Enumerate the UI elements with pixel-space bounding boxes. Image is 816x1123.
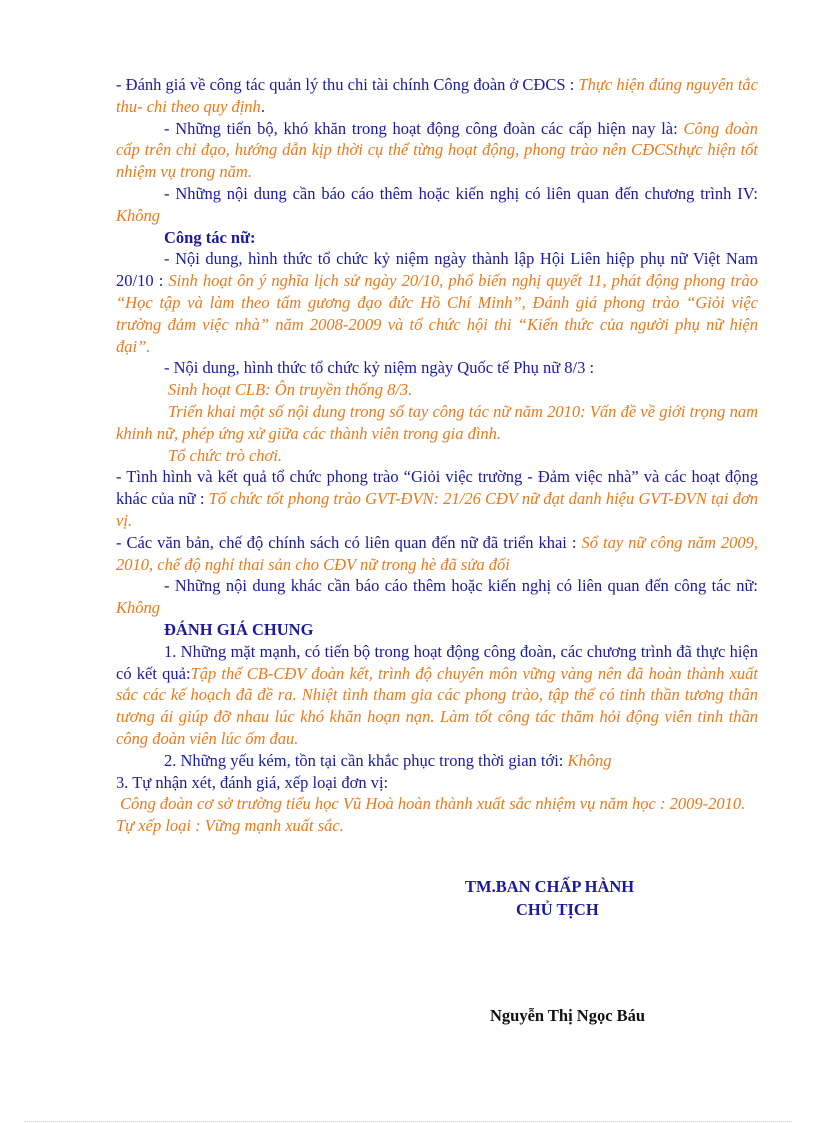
women-q2-paragraph <box>116 357 758 379</box>
women-heading: Công tác nữ: <box>164 227 256 247</box>
report4-value: Không <box>116 205 161 225</box>
women-q2-item: Tổ chức trò chơi. <box>168 445 283 465</box>
signature-title: TM.BAN CHẤP HÀNH <box>465 877 635 896</box>
signature-role: CHỦ TỊCH <box>516 900 599 919</box>
general-s2-lead: 2. Những yếu kém, tồn tại cần khắc phục trong thời gian tới: <box>164 750 564 770</box>
finance-lead: - Đánh giá về công tác quản lý thu chi tài chính Công đoàn ở CĐCS : <box>116 75 575 94</box>
general-s1-value: Tập thể CB-CĐV đoàn kết, trình độ chuyên môn vững vàng nên đã hoàn thành xuất sắc các kế hoạch đã đề ra. Nhiệt tình tham gia các phong trào, tập thể có tinh thần tương thân tương ái giúp đỡ nhau lúc khó khăn hoạn nạn. Làm tốt công tác thăm hỏi động viên tinh thần công đoàn viên lúc ốm đau. <box>116 663 758 748</box>
women-q5-value: Không <box>116 598 161 618</box>
women-q4-value: Sổ tay nữ công năm 2009, 2010, chế độ nghỉ thai sản cho CĐV nữ trong hè đã sửa đổi <box>116 532 758 574</box>
women-q3-paragraph <box>116 466 758 531</box>
general-s1-lead: 1. Những mặt mạnh, có tiến bộ trong hoạt động công đoàn, các chương trình đã thực hiện có kết quả: <box>116 641 758 683</box>
progress-paragraph <box>116 118 758 183</box>
general-s1-paragraph <box>116 641 758 750</box>
general-s2-value: Không <box>567 750 612 770</box>
progress-lead: - Những tiến bộ, khó khăn trong hoạt động công đoàn các cấp hiện nay là: <box>164 118 678 138</box>
general-s3-value1: Công đoàn cơ sở trường tiểu học Vũ Hoà hoàn thành xuất sắc nhiệm vụ năm học : 2009-2010. <box>120 794 746 814</box>
women-q2-lead: - Nội dung, hình thức tổ chức kỷ niệm ngày Quốc tế Phụ nữ 8/3 : <box>164 358 595 378</box>
women-q2-item: Sinh hoạt CLB: Ôn truyền thống 8/3. <box>168 380 413 400</box>
women-q4-paragraph <box>116 532 758 576</box>
finance-paragraph <box>116 74 758 118</box>
general-s3-value2: Tự xếp loại : Vững mạnh xuất sắc. <box>116 816 344 836</box>
finance-value: Thực hiện đúng nguyên tắc thu- chi theo quy định <box>116 75 758 116</box>
women-q1-paragraph <box>116 248 758 357</box>
general-s2-paragraph <box>116 750 758 772</box>
women-q1-value: Sinh hoạt ôn ý nghĩa lịch sử ngày 20/10, phổ biến nghị quyết 11, phát động phong trào “Học tập và làm theo tấm gương đạo đức Hồ Chí Minh”, Đánh giá phong trào “Giỏi việc trường đảm việc nhà” năm 2008-2009 và tổ chức hội thi “Kiến thức của người phụ nữ hiện đại”. <box>116 271 759 356</box>
report4-lead: - Những nội dung cần báo cáo thêm hoặc kiến nghị có liên quan đến chương trình IV: <box>164 183 758 203</box>
signatory-name: Nguyễn Thị Ngọc Báu <box>490 1006 646 1025</box>
women-q4-lead: - Các văn bản, chế độ chính sách có liên quan đến nữ đã triển khai : <box>116 532 577 552</box>
women-q5-paragraph <box>116 575 758 619</box>
women-q5-lead: - Những nội dung khác cần báo cáo thêm hoặc kiến nghị có liên quan đến công tác nữ: <box>164 576 758 596</box>
report4-paragraph <box>116 183 758 227</box>
general-s3-lead: 3. Tự nhận xét, đánh giá, xếp loại đơn vị: <box>116 772 389 792</box>
finance-tail: . <box>260 96 265 116</box>
women-q3-lead: - Tình hình và kết quả tổ chức phong trào “Giỏi việc trường - Đảm việc nhà” và các hoạt động khác của nữ : <box>116 467 758 509</box>
women-q1-lead: - Nội dung, hình thức tổ chức kỷ niệm ngày thành lập Hội Liên hiệp phụ nữ Việt Nam 20/10 : <box>116 249 758 291</box>
page-bottom-divider <box>24 1121 792 1122</box>
general-heading: ĐÁNH GIÁ CHUNG <box>164 619 314 639</box>
document-body <box>116 74 758 837</box>
women-q2-item: Triển khai một số nội dung trong sổ tay công tác nữ năm 2010: Vấn đề về giới trọng nam khinh nữ, phép ứng xử giữa các thành viên trong gia đình. <box>116 401 758 443</box>
progress-value: Công đoàn cấp trên chỉ đạo, hướng dẫn kịp thời cụ thể từng hoạt động, phong trào nên CĐCSthực hiện tốt nhiệm vụ trong năm. <box>116 118 758 182</box>
women-q3-value: Tổ chức tốt phong trào GVT-ĐVN: 21/26 CĐV nữ đạt danh hiệu GVT-ĐVN tại đơn vị. <box>116 489 758 530</box>
